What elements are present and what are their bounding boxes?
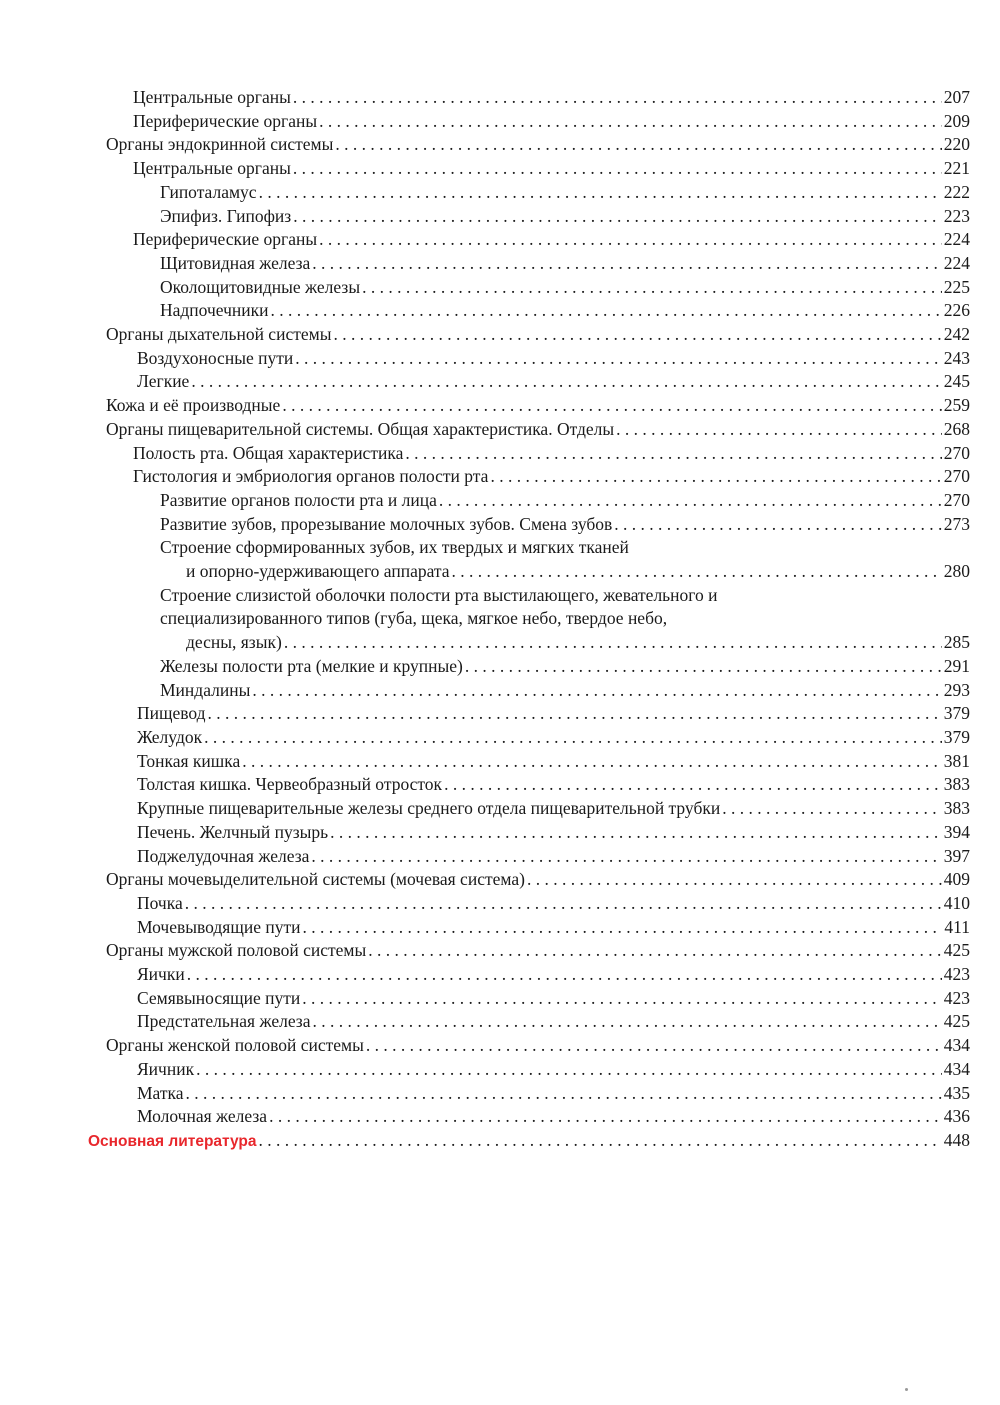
toc-entry[interactable] bbox=[0, 797, 970, 821]
toc-entry-page: 397 bbox=[943, 845, 970, 866]
toc-entry[interactable] bbox=[0, 205, 970, 229]
toc-entry-title: Развитие органов полости рта и лица bbox=[160, 489, 437, 510]
toc-entry-page: 222 bbox=[943, 181, 970, 202]
toc-entry[interactable] bbox=[0, 631, 970, 655]
dot-leader bbox=[465, 655, 942, 679]
toc-entry-title: Гипоталамус bbox=[160, 181, 257, 202]
toc-entry[interactable] bbox=[0, 845, 970, 869]
dot-leader bbox=[335, 133, 941, 157]
toc-entry-page: 280 bbox=[943, 561, 970, 582]
toc-entry-line: специализированного типов (губа, щека, мягкое небо, твердое небо, bbox=[160, 608, 668, 629]
toc-entry-title: Миндалины bbox=[160, 679, 251, 700]
dot-leader bbox=[302, 987, 941, 1011]
dot-leader bbox=[269, 1105, 942, 1129]
toc-entry-page: 383 bbox=[943, 774, 970, 795]
dot-leader bbox=[284, 631, 942, 655]
toc-entry[interactable] bbox=[0, 110, 970, 134]
dot-leader bbox=[196, 1058, 942, 1082]
dot-leader bbox=[293, 205, 942, 229]
toc-entry-title: Крупные пищеварительные железы среднего отдела пищеварительной трубки bbox=[137, 798, 721, 819]
dot-leader bbox=[204, 726, 942, 750]
toc-entry-page: 273 bbox=[943, 513, 970, 534]
toc-entry-page: 224 bbox=[943, 229, 970, 250]
dot-leader bbox=[312, 1010, 941, 1034]
toc-entry-title: Поджелудочная железа bbox=[137, 845, 310, 866]
toc-entry[interactable] bbox=[0, 750, 970, 774]
toc-entry-page: 226 bbox=[943, 300, 970, 321]
toc-entry-page: 291 bbox=[943, 655, 970, 676]
dot-leader bbox=[362, 276, 942, 300]
toc-entry[interactable] bbox=[0, 347, 970, 371]
dot-leader bbox=[187, 963, 942, 987]
toc-entry[interactable] bbox=[0, 821, 970, 845]
toc-entry-page: 221 bbox=[943, 158, 970, 179]
dot-leader bbox=[444, 773, 942, 797]
dot-leader bbox=[319, 228, 942, 252]
dot-leader bbox=[252, 679, 941, 703]
toc-entry[interactable] bbox=[0, 987, 970, 1011]
toc-entry[interactable] bbox=[0, 963, 970, 987]
toc-entry-page: 434 bbox=[943, 1035, 970, 1056]
toc-entry[interactable] bbox=[0, 442, 970, 466]
toc-entry[interactable] bbox=[0, 1105, 970, 1129]
toc-entry[interactable] bbox=[0, 276, 970, 300]
toc-entry[interactable] bbox=[0, 773, 970, 797]
toc-entry-page: 448 bbox=[943, 1129, 970, 1150]
toc-entry-title: и опорно-удерживающего аппарата bbox=[186, 561, 450, 582]
toc-entry[interactable] bbox=[0, 1010, 970, 1034]
toc-entry-title: Органы мужской половой системы bbox=[106, 940, 367, 961]
toc-entry-title: Печень. Желчный пузырь bbox=[137, 821, 329, 842]
toc-entry-title: Почка bbox=[137, 892, 183, 913]
toc-entry-page: 223 bbox=[943, 205, 970, 226]
dot-leader bbox=[368, 939, 942, 963]
toc-entry-page: 379 bbox=[943, 703, 970, 724]
toc-entry-page: 220 bbox=[943, 134, 970, 155]
toc-entry-title: Эпифиз. Гипофиз bbox=[160, 205, 292, 226]
toc-entry[interactable] bbox=[0, 86, 970, 110]
table-of-contents bbox=[0, 86, 1000, 1154]
dot-leader bbox=[208, 702, 942, 726]
toc-entry-title: Периферические органы bbox=[133, 229, 318, 250]
toc-entry[interactable] bbox=[0, 133, 970, 157]
toc-entry[interactable] bbox=[0, 916, 970, 940]
toc-entry-page: 270 bbox=[943, 489, 970, 510]
toc-entry-page: 434 bbox=[943, 1058, 970, 1079]
toc-entry-title: Воздухоносные пути bbox=[137, 347, 294, 368]
toc-entry[interactable] bbox=[0, 1082, 970, 1106]
toc-entry[interactable] bbox=[0, 228, 970, 252]
toc-entry[interactable] bbox=[0, 726, 970, 750]
toc-entry-title: Железы полости рта (мелкие и крупные) bbox=[160, 655, 463, 676]
dot-leader bbox=[527, 868, 942, 892]
toc-entry[interactable] bbox=[0, 1034, 970, 1058]
dot-leader bbox=[259, 1129, 942, 1153]
toc-entry-page: 383 bbox=[943, 798, 970, 819]
dot-leader bbox=[293, 86, 942, 110]
toc-entry-title: Органы мочевыделительной системы (мочевая система) bbox=[106, 869, 525, 890]
dot-leader bbox=[722, 797, 942, 821]
dot-leader bbox=[311, 845, 941, 869]
toc-entry-page: 242 bbox=[943, 324, 970, 345]
toc-entry-page: 293 bbox=[943, 679, 970, 700]
toc-entry-title: Яичник bbox=[137, 1058, 195, 1079]
toc-entry[interactable] bbox=[0, 252, 970, 276]
dot-leader bbox=[186, 1082, 942, 1106]
dot-leader bbox=[259, 181, 942, 205]
toc-entry-page: 270 bbox=[943, 466, 970, 487]
toc-entry-title: Мочевыводящие пути bbox=[137, 916, 301, 937]
toc-entry-page: 207 bbox=[943, 87, 970, 107]
toc-entry-page: 381 bbox=[943, 750, 970, 771]
toc-entry[interactable] bbox=[0, 370, 970, 394]
toc-entry-title: Щитовидная железа bbox=[160, 252, 311, 273]
toc-entry-title: Органы женской половой системы bbox=[106, 1035, 364, 1056]
toc-entry-line: Строение сформированных зубов, их твердых и мягких тканей bbox=[160, 537, 629, 558]
toc-entry[interactable] bbox=[0, 939, 970, 963]
toc-entry-page: 270 bbox=[943, 442, 970, 463]
toc-entry-title: Основная литература bbox=[88, 1132, 257, 1150]
scan-speck bbox=[905, 1388, 908, 1391]
dot-leader bbox=[312, 252, 941, 276]
toc-entry-title: Желудок bbox=[137, 726, 203, 747]
toc-entry[interactable] bbox=[0, 679, 970, 703]
dot-leader bbox=[439, 489, 942, 513]
toc-entry[interactable] bbox=[0, 418, 970, 442]
dot-leader bbox=[366, 1034, 942, 1058]
toc-entry-page: 209 bbox=[943, 110, 970, 131]
toc-entry-title: Кожа и её производные bbox=[106, 395, 281, 416]
dot-leader bbox=[302, 916, 942, 940]
toc-entry-title: Толстая кишка. Червеобразный отросток bbox=[137, 774, 443, 795]
toc-entry[interactable] bbox=[0, 868, 970, 892]
toc-entry-page: 379 bbox=[943, 726, 970, 747]
toc-entry[interactable] bbox=[0, 394, 970, 418]
toc-entry-page: 394 bbox=[943, 821, 970, 842]
toc-entry-page: 411 bbox=[944, 916, 970, 937]
dot-leader bbox=[191, 370, 941, 394]
toc-entry-title: Молочная железа bbox=[137, 1106, 268, 1127]
toc-entry-title: Пищевод bbox=[137, 703, 206, 724]
toc-entry-title: Органы эндокринной системы bbox=[106, 134, 334, 155]
toc-entry-page: 435 bbox=[943, 1082, 970, 1103]
toc-entry-title: Околощитовидные железы bbox=[160, 276, 361, 297]
toc-entry-title: Надпочечники bbox=[160, 300, 269, 321]
toc-entry-title: Матка bbox=[137, 1082, 184, 1103]
toc-entry[interactable] bbox=[0, 513, 970, 537]
toc-entry-title: Яички bbox=[137, 964, 185, 985]
toc-entry-page: 425 bbox=[943, 1011, 970, 1032]
dot-leader bbox=[452, 560, 942, 584]
toc-entry-page: 285 bbox=[943, 632, 970, 653]
toc-entry-title: Семявыносящие пути bbox=[137, 987, 301, 1008]
dot-leader bbox=[319, 110, 942, 134]
toc-entry-page: 224 bbox=[943, 252, 970, 273]
dot-leader bbox=[330, 821, 942, 845]
toc-entry-title: Гистология и эмбриология органов полости рта bbox=[133, 466, 489, 487]
dot-leader bbox=[271, 299, 942, 323]
toc-entry-title: Центральные органы bbox=[133, 87, 291, 107]
toc-entry[interactable] bbox=[0, 655, 970, 679]
dot-leader bbox=[295, 347, 942, 371]
toc-entry-title: Периферические органы bbox=[133, 110, 318, 131]
dot-leader bbox=[405, 442, 941, 466]
toc-entry-title: Органы пищеварительной системы. Общая характеристика. Отделы bbox=[106, 418, 615, 439]
toc-entry[interactable] bbox=[0, 157, 970, 181]
dot-leader bbox=[490, 465, 941, 489]
toc-entry-page: 410 bbox=[943, 892, 970, 913]
toc-entry-title: десны, язык) bbox=[186, 632, 282, 653]
toc-entry[interactable] bbox=[0, 465, 970, 489]
toc-entry-page: 423 bbox=[943, 964, 970, 985]
toc-entry-page: 259 bbox=[943, 395, 970, 416]
toc-entry-title: Полость рта. Общая характеристика bbox=[133, 442, 404, 463]
dot-leader bbox=[185, 892, 942, 916]
dot-leader bbox=[333, 323, 941, 347]
toc-entry[interactable] bbox=[0, 1058, 970, 1082]
toc-entry-page: 243 bbox=[943, 347, 970, 368]
toc-entry-title: Центральные органы bbox=[133, 158, 291, 179]
toc-entry-title: Легкие bbox=[137, 371, 190, 392]
dot-leader bbox=[282, 394, 941, 418]
toc-entry-title: Развитие зубов, прорезывание молочных зубов. Смена зубов bbox=[160, 513, 613, 534]
toc-entry-page: 225 bbox=[943, 276, 970, 297]
toc-entry[interactable] bbox=[0, 702, 970, 726]
toc-entry[interactable] bbox=[0, 181, 970, 205]
toc-entry[interactable] bbox=[0, 489, 970, 513]
toc-entry-page: 425 bbox=[943, 940, 970, 961]
toc-entry[interactable] bbox=[0, 323, 970, 347]
toc-entry-title: Предстательная железа bbox=[137, 1011, 311, 1032]
toc-entry[interactable] bbox=[0, 1129, 970, 1154]
toc-entry[interactable] bbox=[0, 299, 970, 323]
toc-entry-title: Органы дыхательной системы bbox=[106, 324, 332, 345]
dot-leader bbox=[614, 513, 941, 537]
dot-leader bbox=[616, 418, 942, 442]
toc-entry-page: 268 bbox=[943, 418, 970, 439]
dot-leader bbox=[242, 750, 941, 774]
toc-entry-page: 409 bbox=[943, 869, 970, 890]
toc-entry-page: 423 bbox=[943, 987, 970, 1008]
toc-entry-title: Тонкая кишка bbox=[137, 750, 241, 771]
toc-entry-page: 436 bbox=[943, 1106, 970, 1127]
toc-entry-page: 245 bbox=[943, 371, 970, 392]
toc-entry[interactable] bbox=[0, 560, 970, 584]
toc-entry[interactable] bbox=[0, 892, 970, 916]
dot-leader bbox=[293, 157, 942, 181]
toc-entry-line: Строение слизистой оболочки полости рта выстилающего, жевательного и bbox=[160, 584, 718, 605]
